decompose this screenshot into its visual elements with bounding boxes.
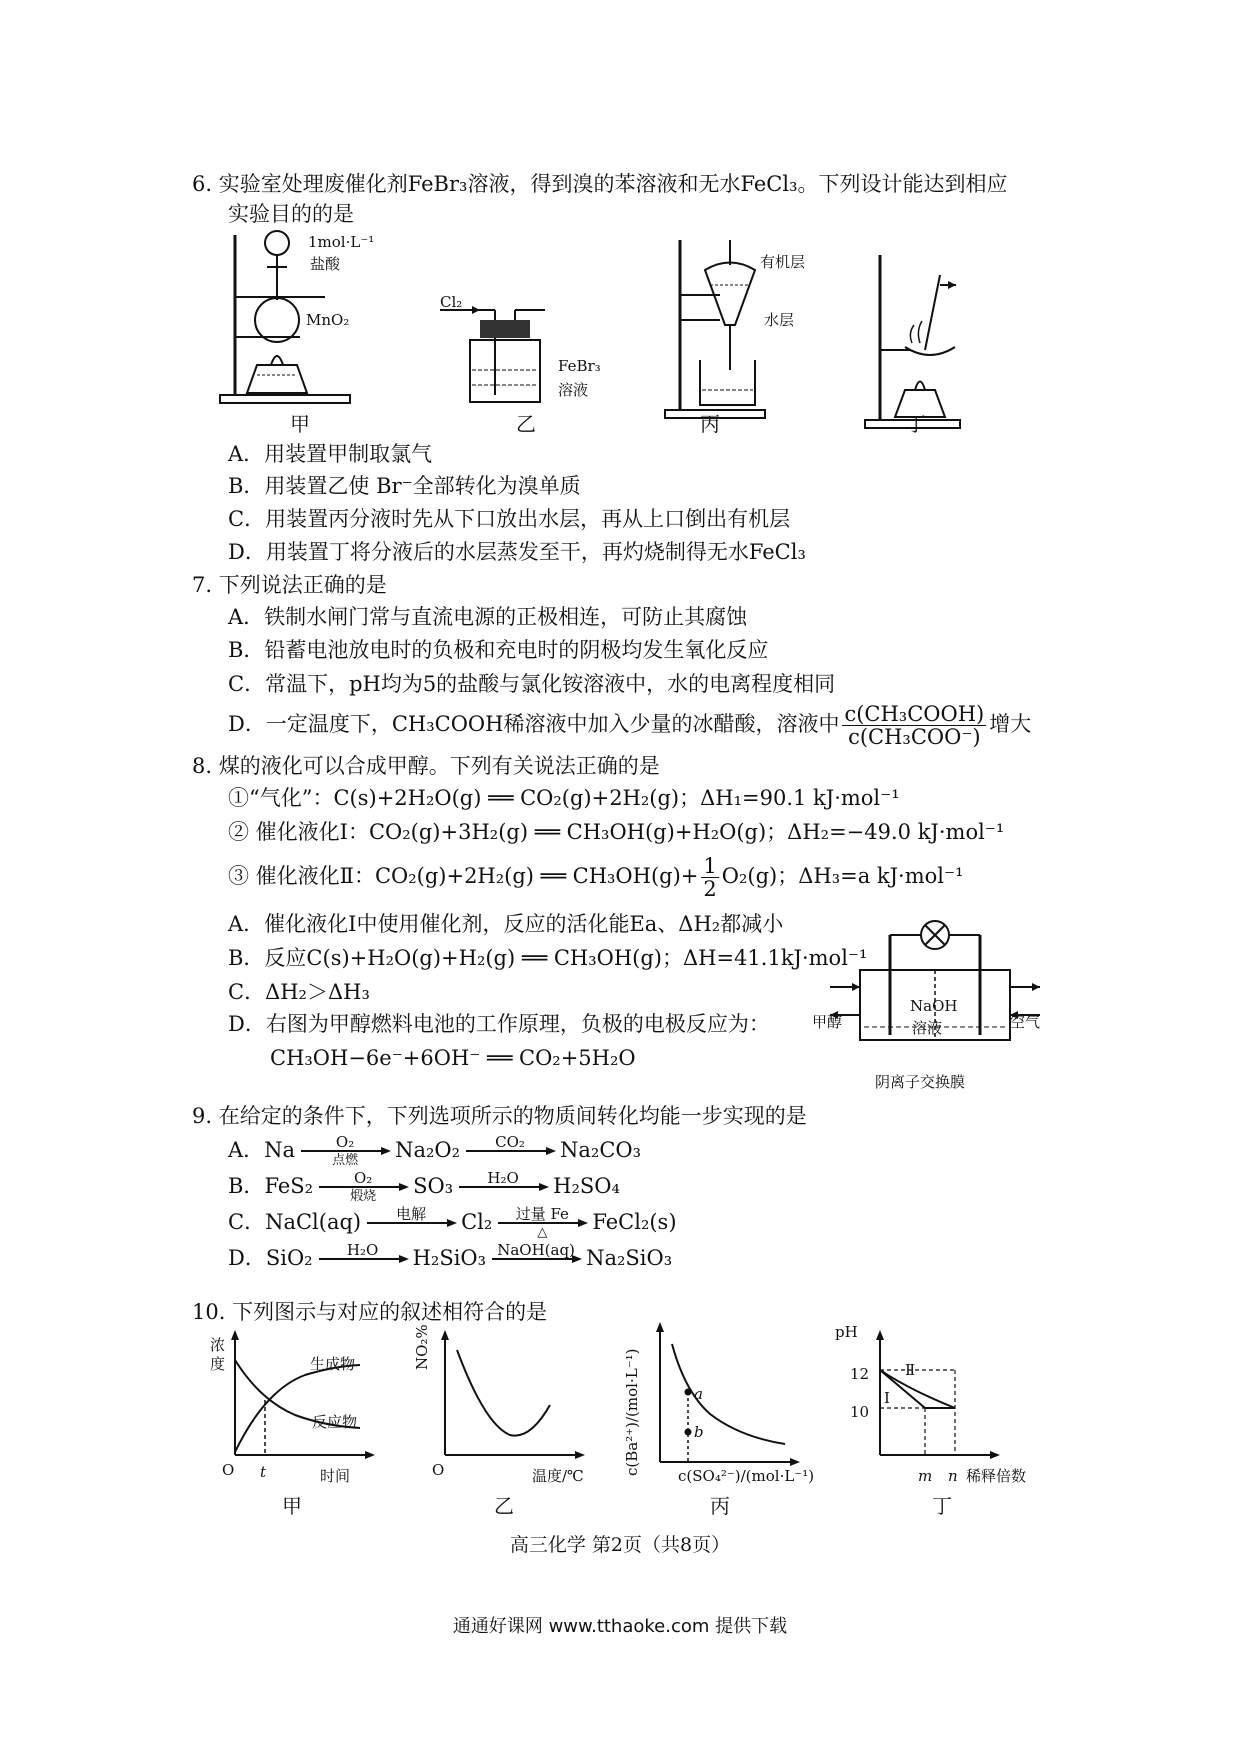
- q7-option-b: B．铅蓄电池放电时的负极和充电时的阴极均发生氧化反应: [228, 638, 769, 662]
- q7-option-c: C．常温下，pH均为5的盐酸与氯化铵溶液中，水的电离程度相同: [228, 672, 836, 696]
- graph-jia-reactant-label: 反应物: [312, 1413, 358, 1431]
- substance-1: Na: [264, 1138, 296, 1162]
- q9-option-b: [228, 1166, 620, 1206]
- substance-3: Na₂CO₃: [560, 1138, 642, 1162]
- q7-stem: 7. 下列说法正确的是: [192, 573, 387, 597]
- yi-caption: 乙: [516, 412, 536, 436]
- substance-2: H₂SiO₃: [412, 1246, 487, 1270]
- fuel-cell-naoh-label: NaOH: [910, 997, 958, 1015]
- q8-reaction-2: ② 催化液化Ⅰ：CO₂(g)+3H₂(g) ══ CH₃OH(g)+H₂O(g)；ΔH₂=−49.0 kJ·mol⁻¹: [228, 820, 1005, 844]
- q7-option-d-fraction: [842, 703, 986, 748]
- q7-option-d-suffix: 增大: [989, 712, 1032, 736]
- graph-bing: [640, 1322, 800, 1472]
- graph-ding-caption: 丁: [932, 1494, 952, 1518]
- graph-ding-tick-10: 10: [850, 1403, 870, 1421]
- graph-jia-tick-t: t: [260, 1463, 267, 1481]
- jia-reagent-conc: 1mol·L⁻¹: [308, 233, 375, 251]
- q8-option-b: B．反应C(s)+H₂O(g)+H₂(g) ══ CH₃OH(g)；ΔH=41.1kJ·mol⁻¹: [228, 946, 868, 970]
- jia-reagent-hcl: 盐酸: [310, 255, 341, 273]
- graph-ding-xlabel: 稀释倍数: [966, 1467, 1027, 1485]
- fuel-cell-methanol-label: 甲醇: [812, 1013, 843, 1031]
- q8-option-d: D．右图为甲醇燃料电池的工作原理，负极的电极反应为：: [228, 1012, 770, 1036]
- reaction-arrow: [464, 1134, 556, 1170]
- reaction-arrow: [317, 1242, 409, 1278]
- graph-yi-origin: O: [432, 1461, 445, 1479]
- graph-jia-origin: O: [222, 1461, 235, 1479]
- reaction-arrow: [317, 1170, 409, 1206]
- graph-ding-ylabel: pH: [835, 1323, 858, 1341]
- substance-1: SiO₂: [265, 1246, 313, 1270]
- graph-yi: [415, 1330, 585, 1470]
- graph-ding-tick-12: 12: [850, 1365, 870, 1383]
- half-fraction: [701, 855, 718, 900]
- ding-caption: 丁: [906, 412, 926, 436]
- arrow-condition-bottom: 煅烧: [350, 1188, 377, 1204]
- q9-option-a: [228, 1130, 641, 1170]
- graph-bing-caption: 丙: [710, 1494, 730, 1518]
- graph-jia-product-label: 生成物: [310, 1355, 356, 1373]
- q8-reaction-3-suffix: O₂(g)；ΔH₃=a kJ·mol⁻¹: [721, 864, 964, 888]
- q8-reaction-3-prefix: ③ 催化液化Ⅱ：CO₂(g)+2H₂(g) ══ CH₃OH(g)+: [228, 864, 699, 888]
- fraction-denominator: 2: [703, 877, 717, 901]
- option-letter: C．: [228, 1210, 266, 1234]
- q8-option-c: C．ΔH₂＞ΔH₃: [228, 980, 370, 1004]
- substance-2: SO₃: [413, 1174, 454, 1198]
- substance-1: FeS₂: [264, 1174, 314, 1198]
- arrow-condition-top: CO₂: [495, 1132, 525, 1151]
- fraction-numerator: 1: [703, 854, 717, 878]
- graph-bing-xlabel: c(SO₄²⁻)/(mol·L⁻¹): [678, 1467, 815, 1485]
- arrow-condition-top: H₂O: [487, 1168, 519, 1187]
- download-credit: 通通好课网 www.tthaoke.com 提供下载: [452, 1616, 788, 1637]
- fuel-cell-diagram: [830, 915, 1040, 1065]
- fuel-cell-membrane-label: 阴离子交换膜: [875, 1073, 966, 1091]
- q7-option-d-prefix: D．一定温度下，CH₃COOH稀溶液中加入少量的冰醋酸，溶液中: [228, 712, 840, 736]
- apparatus-ding: [860, 255, 970, 435]
- substance-3: H₂SO₄: [553, 1174, 620, 1198]
- yi-solution-febr3: FeBr₃: [558, 357, 601, 375]
- substance-3: Na₂SiO₃: [586, 1246, 673, 1270]
- fuel-cell-air-label: 空气: [1010, 1013, 1041, 1031]
- graph-jia-ylabel: 浓度: [210, 1336, 226, 1373]
- reaction-arrow: [365, 1206, 457, 1242]
- bing-aqueous-layer: 水层: [764, 311, 795, 329]
- arrow-condition-top: 电解: [396, 1204, 427, 1223]
- substance-2: Cl₂: [461, 1210, 493, 1234]
- fraction-denominator: c(CH₃COO⁻): [848, 725, 981, 749]
- q6-stem-line2: 实验目的的是: [228, 202, 354, 226]
- reaction-arrow: [299, 1134, 391, 1170]
- bing-caption: 丙: [700, 412, 720, 436]
- graph-jia-caption: 甲: [282, 1494, 302, 1518]
- q8-option-a: A．催化液化Ⅰ中使用催化剂，反应的活化能Ea、ΔH₂都减小: [228, 912, 784, 936]
- q10-stem: 10. 下列图示与对应的叙述相符合的是: [192, 1300, 548, 1324]
- graph-bing-ylabel: c(Ba²⁺)/(mol·L⁻¹): [623, 1348, 641, 1476]
- bing-organic-layer: 有机层: [760, 253, 806, 271]
- substance-1: NaCl(aq): [265, 1210, 362, 1234]
- graph-yi-caption: 乙: [494, 1494, 514, 1518]
- q6-option-b: B．用装置乙使 Br⁻全部转化为溴单质: [228, 474, 581, 498]
- graph-ding-line-i: Ⅰ: [884, 1389, 890, 1407]
- option-letter: D．: [228, 1246, 266, 1270]
- q6-option-d: D．用装置丁将分液后的水层蒸发至干，再灼烧制得无水FeCl₃: [228, 540, 806, 564]
- graph-ding-tick-m: m: [918, 1467, 933, 1485]
- q8-reaction-1: ①“气化”：C(s)+2H₂O(g) ══ CO₂(g)+2H₂(g)；ΔH₁=90.1 kJ·mol⁻¹: [228, 786, 900, 810]
- graph-ding: [860, 1330, 1000, 1470]
- q8-option-d-equation: CH₃OH−6e⁻+6OH⁻ ══ CO₂+5H₂O: [270, 1046, 636, 1070]
- q8-stem: 8. 煤的液化可以合成甲醇。下列有关说法正确的是: [192, 754, 660, 778]
- graph-jia-xlabel: 时间: [320, 1467, 351, 1485]
- substance-3: FeCl₂(s): [592, 1210, 677, 1234]
- page-footer: 高三化学 第2页（共8页）: [509, 1534, 731, 1556]
- q7-option-d: [228, 700, 1031, 748]
- graph-yi-ylabel: NO₂%: [413, 1324, 431, 1370]
- graph-bing-point-a: a: [694, 1385, 703, 1403]
- q9-stem: 9. 在给定的条件下，下列选项所示的物质间转化均能一步实现的是: [192, 1104, 807, 1128]
- fuel-cell-solution-label: 溶液: [912, 1019, 943, 1037]
- yi-gas-cl2: Cl₂: [440, 293, 463, 311]
- fraction-numerator: c(CH₃COOH): [844, 702, 985, 726]
- reaction-arrow: [490, 1242, 582, 1278]
- apparatus-jia: [215, 225, 375, 435]
- arrow-condition-top: O₂: [335, 1132, 355, 1151]
- graph-bing-point-b: b: [694, 1423, 704, 1441]
- q6-stem-line1: 6. 实验室处理废催化剂FeBr₃溶液，得到溴的苯溶液和无水FeCl₃。下列设计能达到相应: [192, 172, 1008, 196]
- option-letter: B．: [228, 1174, 265, 1198]
- yi-solution-label: 溶液: [558, 381, 589, 399]
- graph-ding-line-ii: Ⅱ: [905, 1361, 916, 1379]
- jia-reagent-mno2: MnO₂: [306, 311, 350, 329]
- substance-2: Na₂O₂: [395, 1138, 461, 1162]
- q6-option-c: C．用装置丙分液时先从下口放出水层，再从上口倒出有机层: [228, 507, 791, 531]
- arrow-condition-top: H₂O: [346, 1240, 379, 1259]
- q6-option-a: A．用装置甲制取氯气: [228, 442, 433, 466]
- jia-caption: 甲: [290, 412, 310, 436]
- q7-option-a: A．铁制水闸门常与直流电源的正极相连，可防止其腐蚀: [228, 605, 748, 629]
- arrow-condition-bottom: 点燃: [332, 1152, 359, 1168]
- arrow-condition-top: NaOH(aq): [497, 1240, 575, 1259]
- arrow-condition-bottom: △: [537, 1224, 548, 1240]
- arrow-condition-top: 过量 Fe: [515, 1204, 569, 1223]
- q9-option-d: [228, 1238, 672, 1278]
- reaction-arrow: [457, 1170, 549, 1206]
- option-letter: A．: [228, 1138, 265, 1162]
- q9-option-c: [228, 1202, 677, 1242]
- graph-ding-tick-n: n: [948, 1467, 958, 1485]
- q8-reaction-3: [228, 852, 964, 900]
- reaction-arrow: [496, 1206, 588, 1242]
- graph-yi-xlabel: 温度/℃: [532, 1467, 584, 1485]
- arrow-condition-top: O₂: [353, 1168, 373, 1187]
